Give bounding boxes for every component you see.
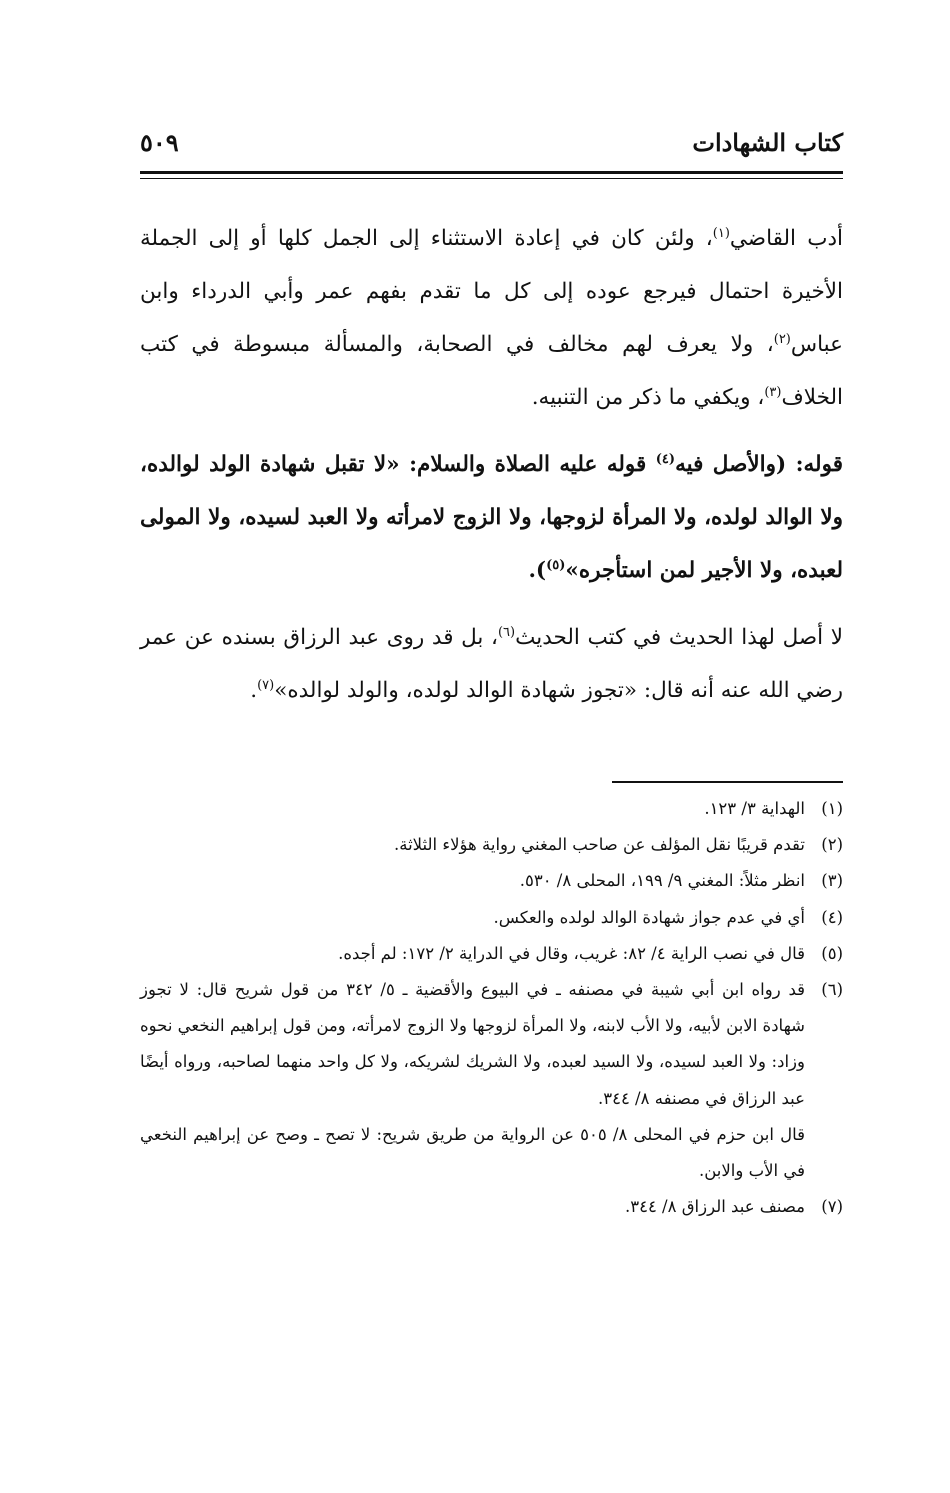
- paragraph-3-text-3: .: [250, 678, 258, 703]
- page-header: [140, 122, 843, 166]
- running-title: كتاب الشهادات: [692, 128, 843, 157]
- footnote-text: مصنف عبد الرزاق ٨/ ٣٤٤.: [624, 1197, 805, 1217]
- paragraph-1-text-3: ، ولا يعرف لهم مخالف في الصحابة، والمسألة مبسوطة في كتب الخلاف: [140, 332, 843, 410]
- paragraph-2-text-1: قوله: (والأصل فيه: [675, 452, 843, 477]
- paragraph-3-text-1: لا أصل لهذا الحديث في كتب الحديث: [515, 625, 843, 650]
- footnote-ref-4: (٤): [655, 451, 676, 467]
- paragraph-1-text-4: ، ويكفي ما ذكر من التنبيه.: [531, 385, 765, 410]
- footnote-text: أي في عدم جواز شهادة الوالد لولده والعكس.: [493, 907, 805, 927]
- paragraph-1: [140, 212, 843, 424]
- paragraph-1-text-1: أدب القاضي: [729, 226, 843, 251]
- paragraph-3-text-2: ، بل قد روى عبد الرزاق بسنده عن عمر رضي الله عنه أنه قال: «تجوز شهادة الوالد لولده، والولد لوالده»: [140, 625, 843, 703]
- header-rule-thin: [140, 178, 843, 179]
- footnote-6: [140, 972, 843, 1117]
- footnote-number: (٢): [821, 835, 843, 855]
- footnote-number: (٧): [821, 1197, 843, 1217]
- footnote-number: (٦): [821, 980, 843, 1000]
- footnote-ref-2: (٢): [773, 331, 791, 347]
- footnote-number: (١): [821, 799, 843, 818]
- footnote-text: الهداية ٣/ ١٢٣.: [704, 799, 805, 818]
- footnote-number: (٥): [821, 943, 843, 963]
- footnote-ref-1: (١): [712, 225, 730, 241]
- footnote-ref-6: (٦): [497, 624, 516, 640]
- footnote-number: (٣): [821, 871, 843, 891]
- footnote-4: [140, 900, 843, 936]
- paragraph-2-quoted-text: [140, 438, 843, 597]
- header-rule-thick: [140, 171, 843, 174]
- footnote-1: [140, 791, 843, 827]
- paragraph-2-text-3: ).: [528, 558, 547, 583]
- paragraph-1-text-2: ، ولئن كان في إعادة الاستثناء إلى الجمل كلها أو إلى الجملة الأخيرة احتمال فيرجع عوده إلى كل ما تقدم بفهم عمر وأبي الدرداء وابن عباس: [140, 226, 843, 357]
- footnote-text: قد رواه ابن أبي شيبة في مصنفه ـ في البيوع والأقضية ـ ٥/ ٣٤٢ من قول شريح قال: لا تجوز شهادة الابن لأبيه، ولا الأب لابنه، ولا المرأة لزوجها ولا الزوج لامرأته، ومن قول إبراهيم النخعي نحوه وزاد: ولا العبد لسيده، ولا السيد لعبده، ولا الشريك لشريكه، ولا كل واحد منهما لصاحبه، ورواه أيضًا عبد الرزاق في مصنفه ٨/ ٣٤٤.: [140, 980, 805, 1108]
- footnote-text: قال في نصب الراية ٤/ ٨٢: غريب، وقال في الدراية ٢/ ١٧٢: لم أجده.: [338, 943, 805, 963]
- footnote-ref-5: (٥): [546, 557, 566, 573]
- footnotes: [140, 791, 843, 1225]
- footnote-text: انظر مثلاً: المغني ٩/ ١٩٩، المحلى ٨/ ٥٣٠.: [519, 871, 805, 891]
- footnote-3: [140, 863, 843, 899]
- paragraph-2-text-2: قوله عليه الصلاة والسلام: «لا تقبل شهادة الولد لوالده، ولا الوالد لولده، ولا المرأة لزوجها، ولا الزوج لامرأته ولا العبد لسيده، ولا المولى لعبده، ولا الأجير لمن استأجره»: [140, 452, 843, 583]
- footnote-ref-3: (٣): [764, 384, 782, 400]
- footnote-ref-7: (٧): [257, 677, 275, 693]
- paragraph-3: [140, 611, 843, 717]
- footnote-5: [140, 936, 843, 972]
- footnote-number: (٤): [821, 907, 843, 927]
- main-text: [140, 212, 843, 717]
- footnote-text: تقدم قريبًا نقل المؤلف عن صاحب المغني رواية هؤلاء الثلاثة.: [394, 835, 805, 855]
- page-number: ٥٠٩: [140, 128, 179, 157]
- footnote-7: [140, 1189, 843, 1225]
- footnote-separator: [612, 781, 843, 783]
- footnote-6-continuation: قال ابن حزم في المحلى ٨/ ٥٠٥ عن الرواية من طريق شريح: لا تصح ـ وصح عن إبراهيم النخعي في الأب والابن.: [140, 1124, 805, 1181]
- footnote-2: [140, 827, 843, 863]
